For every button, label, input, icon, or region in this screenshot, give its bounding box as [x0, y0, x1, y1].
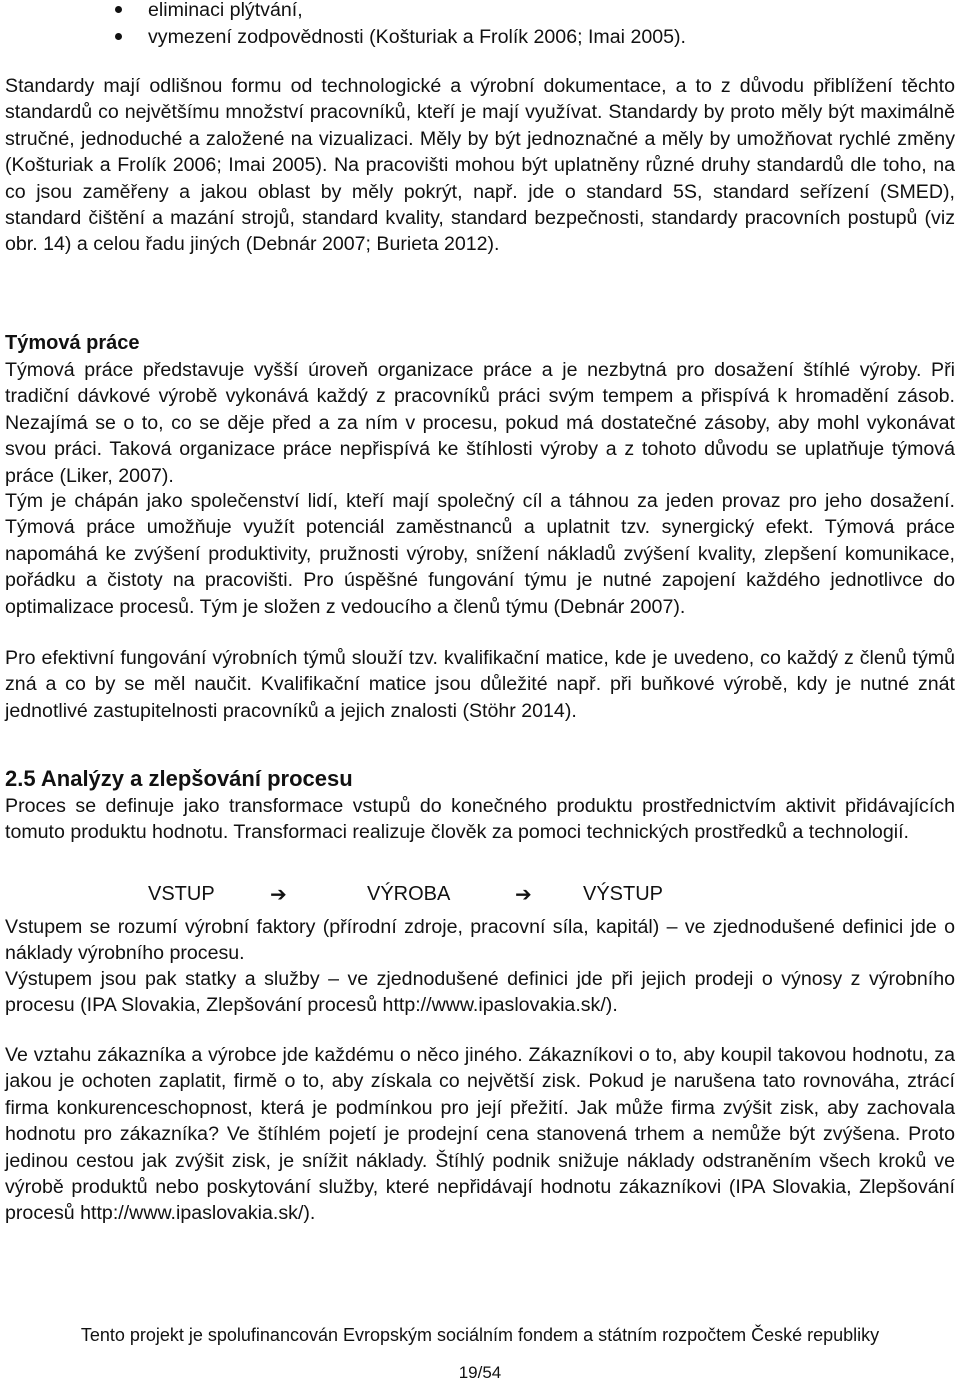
paragraph-standards: Standardy mají odlišnou formu od technologické a výrobní dokumentace, a to z důvodu přiblížení těchto standardů co největšímu množství pracovníků, kteří je mají využívat. Standardy by proto měly být maximálně stručné, jednoduché a založené na vizualizaci. Měly by být jednoznačné a měly by umožňovat rychlé změny (Košturiak a Frolík 2006; Imai 2005). Na pracovišti mohou být uplatněny různé druhy standardů dle toho, na co jsou zaměřeny a jakou oblast by měly pokrýt, např. jde o standard 5S, standard seřízení (SMED), standard čištění a mazání strojů, standard kvality, standard bezpečnosti, standardy pracovních postupů (viz obr. 14) a celou řadu jiných (Debnár 2007; Burieta 2012).	[5, 75, 955, 256]
paragraph-team-3: Pro efektivní fungování výrobních týmů slouží tzv. kvalifikační matice, kde je uvedeno, co každý z členů týmů zná a co by se měl naučit. Kvalifikační matice jsou důležité např. při buňkové výrobě, kdy je nutné znát jednotlivé zastupitelnosti pracovníků a jejich znalosti (Stöhr 2014).	[5, 647, 955, 722]
flow-output-label: VÝSTUP	[583, 883, 664, 905]
arrow-right-icon: ➔	[270, 882, 287, 906]
section-heading-team-work: Týmová práce	[5, 332, 140, 354]
page-footer: Tento projekt je spolufinancován Evropským sociálním fondem a státním rozpočtem České republiky	[80, 1325, 880, 1345]
paragraph-input-definition: Vstupem se rozumí výrobní faktory (přírodní zdroje, pracovní síla, kapitál) – ve zjednodušené definici jde o náklady výrobního procesu.	[5, 916, 955, 965]
list-item-text: vymezení zodpovědnosti (Košturiak a Frolík 2006; Imai 2005).	[148, 26, 687, 48]
bullet-icon	[115, 6, 122, 13]
page-number: 19/54	[458, 1363, 502, 1382]
list-item	[5, 0, 955, 25]
paragraph-output-definition: Výstupem jsou pak statky a služby – ve zjednodušené definici jde při jejich prodeji o výnosy z výrobního procesu (IPA Slovakia, Zlepšování procesů http://www.ipaslovakia.sk/).	[5, 968, 955, 1017]
arrow-right-icon: ➔	[515, 882, 532, 906]
list-item	[5, 25, 955, 52]
flow-input-label: VSTUP	[148, 883, 215, 905]
paragraph-team-1: Týmová práce představuje vyšší úroveň organizace práce a je nezbytná pro dosažení štíhlé výroby. Při tradiční dávkové výrobě vykonává každý z pracovníků práci svým tempem a přispívá k hromadění zásob. Nezajímá se o to, co se děje před a za ním v procesu, pokud má dostatečné zásoby, aby mohl vykonávat svou práci. Taková organizace práce nepřispívá ke štíhlosti výroby a z tohoto důvodu se uplatňuje týmová práce (Liker, 2007).	[5, 359, 955, 487]
flow-production-label: VÝROBA	[367, 883, 451, 905]
bullet-list	[5, 0, 955, 52]
paragraph-customer-relation: Ve vztahu zákazníka a výrobce jde každému o něco jiného. Zákazníkovi o to, aby koupil takovou hodnotu, za jakou je ochoten zaplatit, firmě o to, aby získala co největší zisk. Pokud je narušena tato rovnováha, ztrácí firma konkurenceschopnost, která je podmínkou pro její přežití. Jak může firma zvýšit zisk, aby zachovala hodnotu pro zákazníka? Ve štíhlém pojetí je prodejní cena stanovená trhem a nemůže být zvýšena. Proto jedinou cestou jak zvýšit zisk, je snížit náklady. Štíhlý podnik snižuje náklady odstraněním všech kroků ve výrobě produktů nebo poskytování služby, které nepřidávají hodnotu zákazníkovi (IPA Slovakia, Zlepšování procesů http://www.ipaslovakia.sk/).	[5, 1044, 955, 1225]
bullet-icon	[115, 33, 122, 40]
paragraph-team-2: Tým je chápán jako společenství lidí, kteří mají společný cíl a táhnou za jeden provaz pro jeho dosažení. Týmová práce umožňuje využít potenciál zaměstnanců a uplatnit tzv. synergický efekt. Týmová práce napomáhá ke zvýšení produktivity, pružnosti výroby, snížení nákladů zvýšení kvality, zlepšení komunikace, pořádku a čistoty na pracovišti. Pro úspěšné fungování týmu je nutné zapojení každého jednotlivce do optimalizace procesů. Tým je složen z vedoucího a členů týmu (Debnár 2007).	[5, 490, 955, 618]
section-heading-process-analysis: 2.5 Analýzy a zlepšování procesu	[5, 766, 353, 791]
list-item-text: eliminaci plýtvání,	[148, 0, 303, 21]
paragraph-process-definition: Proces se definuje jako transformace vstupů do konečného produktu prostřednictvím aktivit přidávajících tomuto produktu hodnotu. Transformaci realizuje člověk za pomoci technických prostředků a technologií.	[5, 795, 955, 844]
